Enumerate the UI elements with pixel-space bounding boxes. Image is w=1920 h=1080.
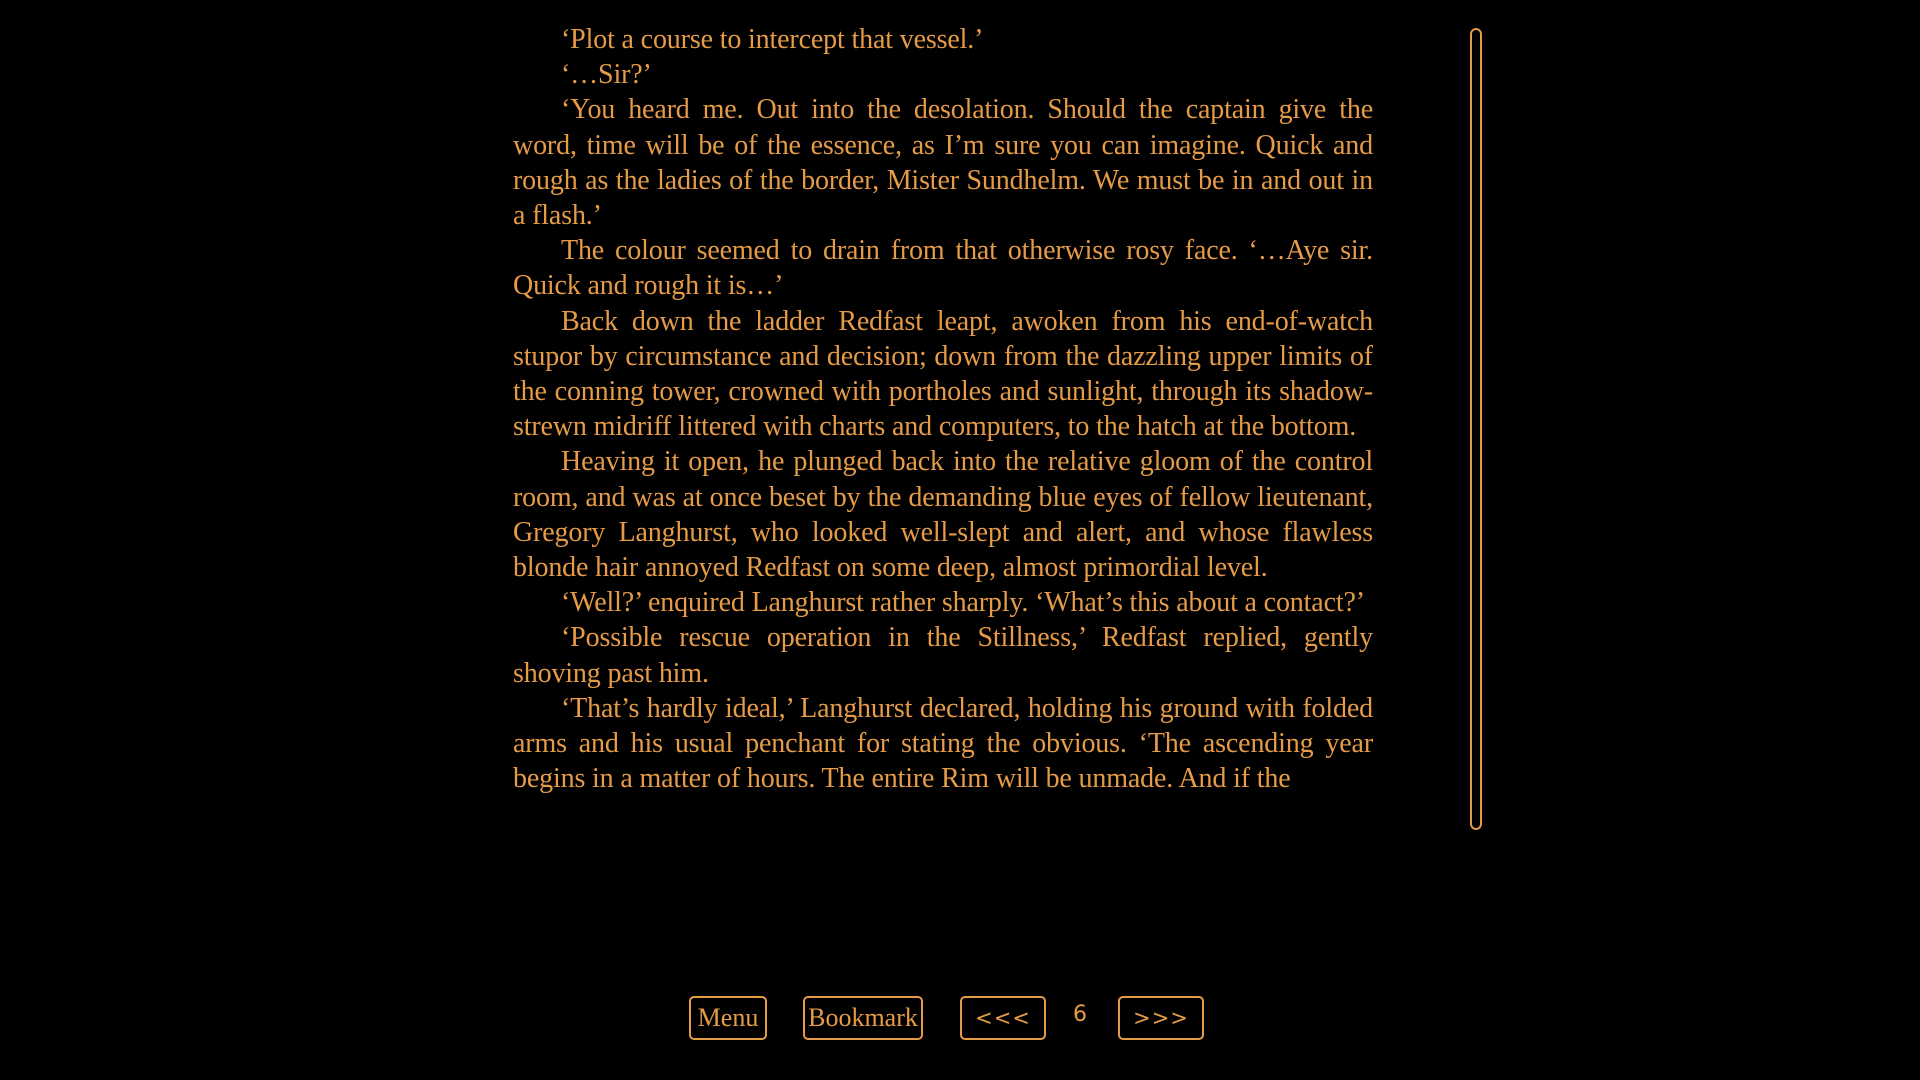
bookmark-button[interactable]: Bookmark [803,996,923,1040]
paragraph: ‘Well?’ enquired Langhurst rather sharply. ‘What’s this about a contact?’ [561,587,1365,619]
paragraph: ‘Possible rescue operation in the Stillness,’ Redfast replied, gently shoving past him. [513,622,1373,689]
page-number: 6 [1073,1002,1087,1027]
scrollbar[interactable] [1470,28,1482,830]
paragraph: ‘Plot a course to intercept that vessel.’ [561,24,984,55]
reader-text-area [513,22,1373,902]
menu-button[interactable]: Menu [689,996,767,1040]
next-page-button[interactable]: >>> [1118,996,1204,1040]
paragraph: Back down the ladder Redfast leapt, awoken from his end-of-watch stupor by circumstance and decision; down from the dazzling upper limits of the conning tower, crowned with portholes and sunlight, through its shadow-strewn midriff littered with charts and computers, to the hatch at the bottom. [513,305,1373,443]
paragraph: The colour seemed to drain from that otherwise rosy face. ‘…Aye sir. Quick and rough it is…’ [513,235,1373,302]
navigation-bar [0,996,1920,1040]
paragraph: Heaving it open, he plunged back into the relative gloom of the control room, and was at once beset by the demanding blue eyes of fellow lieutenant, Gregory Langhurst, who looked well-slept and alert, and whose flawless blonde hair annoyed Redfast on some deep, almost primordial level. [513,446,1373,584]
previous-page-button[interactable]: <<< [960,996,1046,1040]
paragraph: ‘…Sir?’ [561,59,652,91]
paragraph: ‘That’s hardly ideal,’ Langhurst declared, holding his ground with folded arms and his usual penchant for stating the obvious. ‘The ascending year begins in a matter of hours. The entire Rim will be unmade. And if the [513,692,1373,795]
paragraph: ‘You heard me. Out into the desolation. Should the captain give the word, time will be of the essence, as I’m sure you can imagine. Quick and rough as the ladies of the border, Mister Sundhelm. We must be in and out in a flash.’ [513,94,1373,232]
